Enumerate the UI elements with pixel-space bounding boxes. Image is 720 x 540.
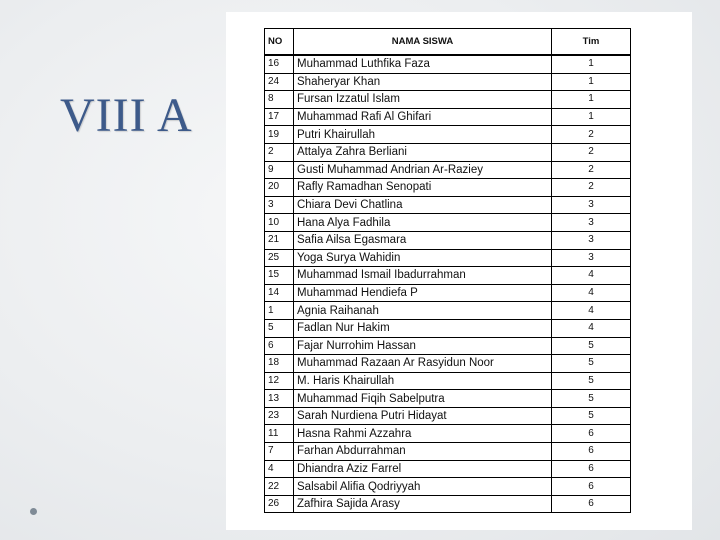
- cell-no: 7: [265, 443, 294, 461]
- table-row: [265, 126, 631, 144]
- table-row: [265, 91, 631, 109]
- cell-student-name: Farhan Abdurrahman: [294, 443, 552, 461]
- cell-team: 4: [552, 284, 631, 302]
- cell-student-name: Attalya Zahra Berliani: [294, 143, 552, 161]
- cell-student-name: Shaheryar Khan: [294, 73, 552, 91]
- cell-student-name: Muhammad Hendiefa P: [294, 284, 552, 302]
- cell-no: 25: [265, 249, 294, 267]
- cell-student-name: Zafhira Sajida Arasy: [294, 495, 552, 513]
- table-row: [265, 478, 631, 496]
- cell-student-name: Putri Khairullah: [294, 126, 552, 144]
- cell-team: 3: [552, 231, 631, 249]
- cell-student-name: Dhiandra Aziz Farrel: [294, 460, 552, 478]
- student-roster-table: [264, 28, 631, 513]
- cell-team: 5: [552, 355, 631, 373]
- cell-team: 5: [552, 407, 631, 425]
- table-row: [265, 495, 631, 513]
- cell-student-name: Chiara Devi Chatlina: [294, 196, 552, 214]
- cell-student-name: Muhammad Fiqih Sabelputra: [294, 390, 552, 408]
- cell-no: 19: [265, 126, 294, 144]
- cell-team: 2: [552, 161, 631, 179]
- table-row: [265, 302, 631, 320]
- cell-team: 5: [552, 372, 631, 390]
- cell-no: 18: [265, 355, 294, 373]
- cell-team: 4: [552, 267, 631, 285]
- cell-no: 16: [265, 55, 294, 73]
- cell-team: 6: [552, 478, 631, 496]
- cell-team: 2: [552, 179, 631, 197]
- cell-no: 6: [265, 337, 294, 355]
- cell-team: 1: [552, 55, 631, 73]
- cell-no: 24: [265, 73, 294, 91]
- cell-no: 2: [265, 143, 294, 161]
- cell-no: 5: [265, 319, 294, 337]
- cell-student-name: Sarah Nurdiena Putri Hidayat: [294, 407, 552, 425]
- table-row: [265, 267, 631, 285]
- table-header-row: [265, 29, 631, 56]
- table-row: [265, 460, 631, 478]
- table-row: [265, 425, 631, 443]
- cell-team: 2: [552, 143, 631, 161]
- roster-table-image: [226, 12, 692, 530]
- cell-no: 20: [265, 179, 294, 197]
- cell-no: 15: [265, 267, 294, 285]
- cell-no: 12: [265, 372, 294, 390]
- cell-student-name: Safia Ailsa Egasmara: [294, 231, 552, 249]
- cell-student-name: Muhammad Razaan Ar Rasyidun Noor: [294, 355, 552, 373]
- cell-student-name: Fajar Nurrohim Hassan: [294, 337, 552, 355]
- table-row: [265, 390, 631, 408]
- cell-team: 3: [552, 214, 631, 232]
- cell-student-name: Muhammad Rafi Al Ghifari: [294, 108, 552, 126]
- cell-student-name: Agnia Raihanah: [294, 302, 552, 320]
- table-body: [265, 55, 631, 513]
- table-row: [265, 55, 631, 73]
- table-row: [265, 319, 631, 337]
- column-header-no: NO: [265, 29, 294, 56]
- cell-student-name: Fadlan Nur Hakim: [294, 319, 552, 337]
- cell-student-name: Salsabil Alifia Qodriyyah: [294, 478, 552, 496]
- cell-team: 6: [552, 460, 631, 478]
- table-row: [265, 337, 631, 355]
- cell-team: 5: [552, 390, 631, 408]
- cell-student-name: Gusti Muhammad Andrian Ar-Raziey: [294, 161, 552, 179]
- column-header-name: NAMA SISWA: [294, 29, 552, 56]
- column-header-team: Tim: [552, 29, 631, 56]
- table-row: [265, 443, 631, 461]
- cell-student-name: Yoga Surya Wahidin: [294, 249, 552, 267]
- cell-team: 3: [552, 249, 631, 267]
- table-row: [265, 355, 631, 373]
- cell-no: 13: [265, 390, 294, 408]
- cell-no: 23: [265, 407, 294, 425]
- cell-no: 14: [265, 284, 294, 302]
- cell-no: 4: [265, 460, 294, 478]
- table-row: [265, 143, 631, 161]
- cell-no: 8: [265, 91, 294, 109]
- cell-no: 10: [265, 214, 294, 232]
- cell-team: 5: [552, 337, 631, 355]
- cell-team: 4: [552, 319, 631, 337]
- table-row: [265, 231, 631, 249]
- cell-no: 21: [265, 231, 294, 249]
- table-row: [265, 179, 631, 197]
- cell-team: 6: [552, 425, 631, 443]
- cell-no: 9: [265, 161, 294, 179]
- table-row: [265, 196, 631, 214]
- cell-no: 17: [265, 108, 294, 126]
- cell-no: 3: [265, 196, 294, 214]
- cell-team: 1: [552, 73, 631, 91]
- table-row: [265, 214, 631, 232]
- table-row: [265, 372, 631, 390]
- table-row: [265, 284, 631, 302]
- slide-title: VIII A: [60, 89, 193, 142]
- cell-no: 22: [265, 478, 294, 496]
- cell-student-name: Muhammad Luthfika Faza: [294, 55, 552, 73]
- table-row: [265, 108, 631, 126]
- cell-team: 1: [552, 91, 631, 109]
- cell-team: 2: [552, 126, 631, 144]
- cell-student-name: Fursan Izzatul Islam: [294, 91, 552, 109]
- cell-student-name: Hasna Rahmi Azzahra: [294, 425, 552, 443]
- cell-student-name: Hana Alya Fadhila: [294, 214, 552, 232]
- cell-team: 6: [552, 443, 631, 461]
- table-row: [265, 407, 631, 425]
- cell-student-name: Rafly Ramadhan Senopati: [294, 179, 552, 197]
- cell-no: 11: [265, 425, 294, 443]
- cell-no: 26: [265, 495, 294, 513]
- cell-team: 6: [552, 495, 631, 513]
- table-row: [265, 161, 631, 179]
- cell-student-name: Muhammad Ismail Ibadurrahman: [294, 267, 552, 285]
- table-row: [265, 73, 631, 91]
- cell-team: 3: [552, 196, 631, 214]
- table-row: [265, 249, 631, 267]
- cell-no: 1: [265, 302, 294, 320]
- cell-team: 1: [552, 108, 631, 126]
- cell-student-name: M. Haris Khairullah: [294, 372, 552, 390]
- cell-team: 4: [552, 302, 631, 320]
- bullet-dot: [30, 508, 37, 515]
